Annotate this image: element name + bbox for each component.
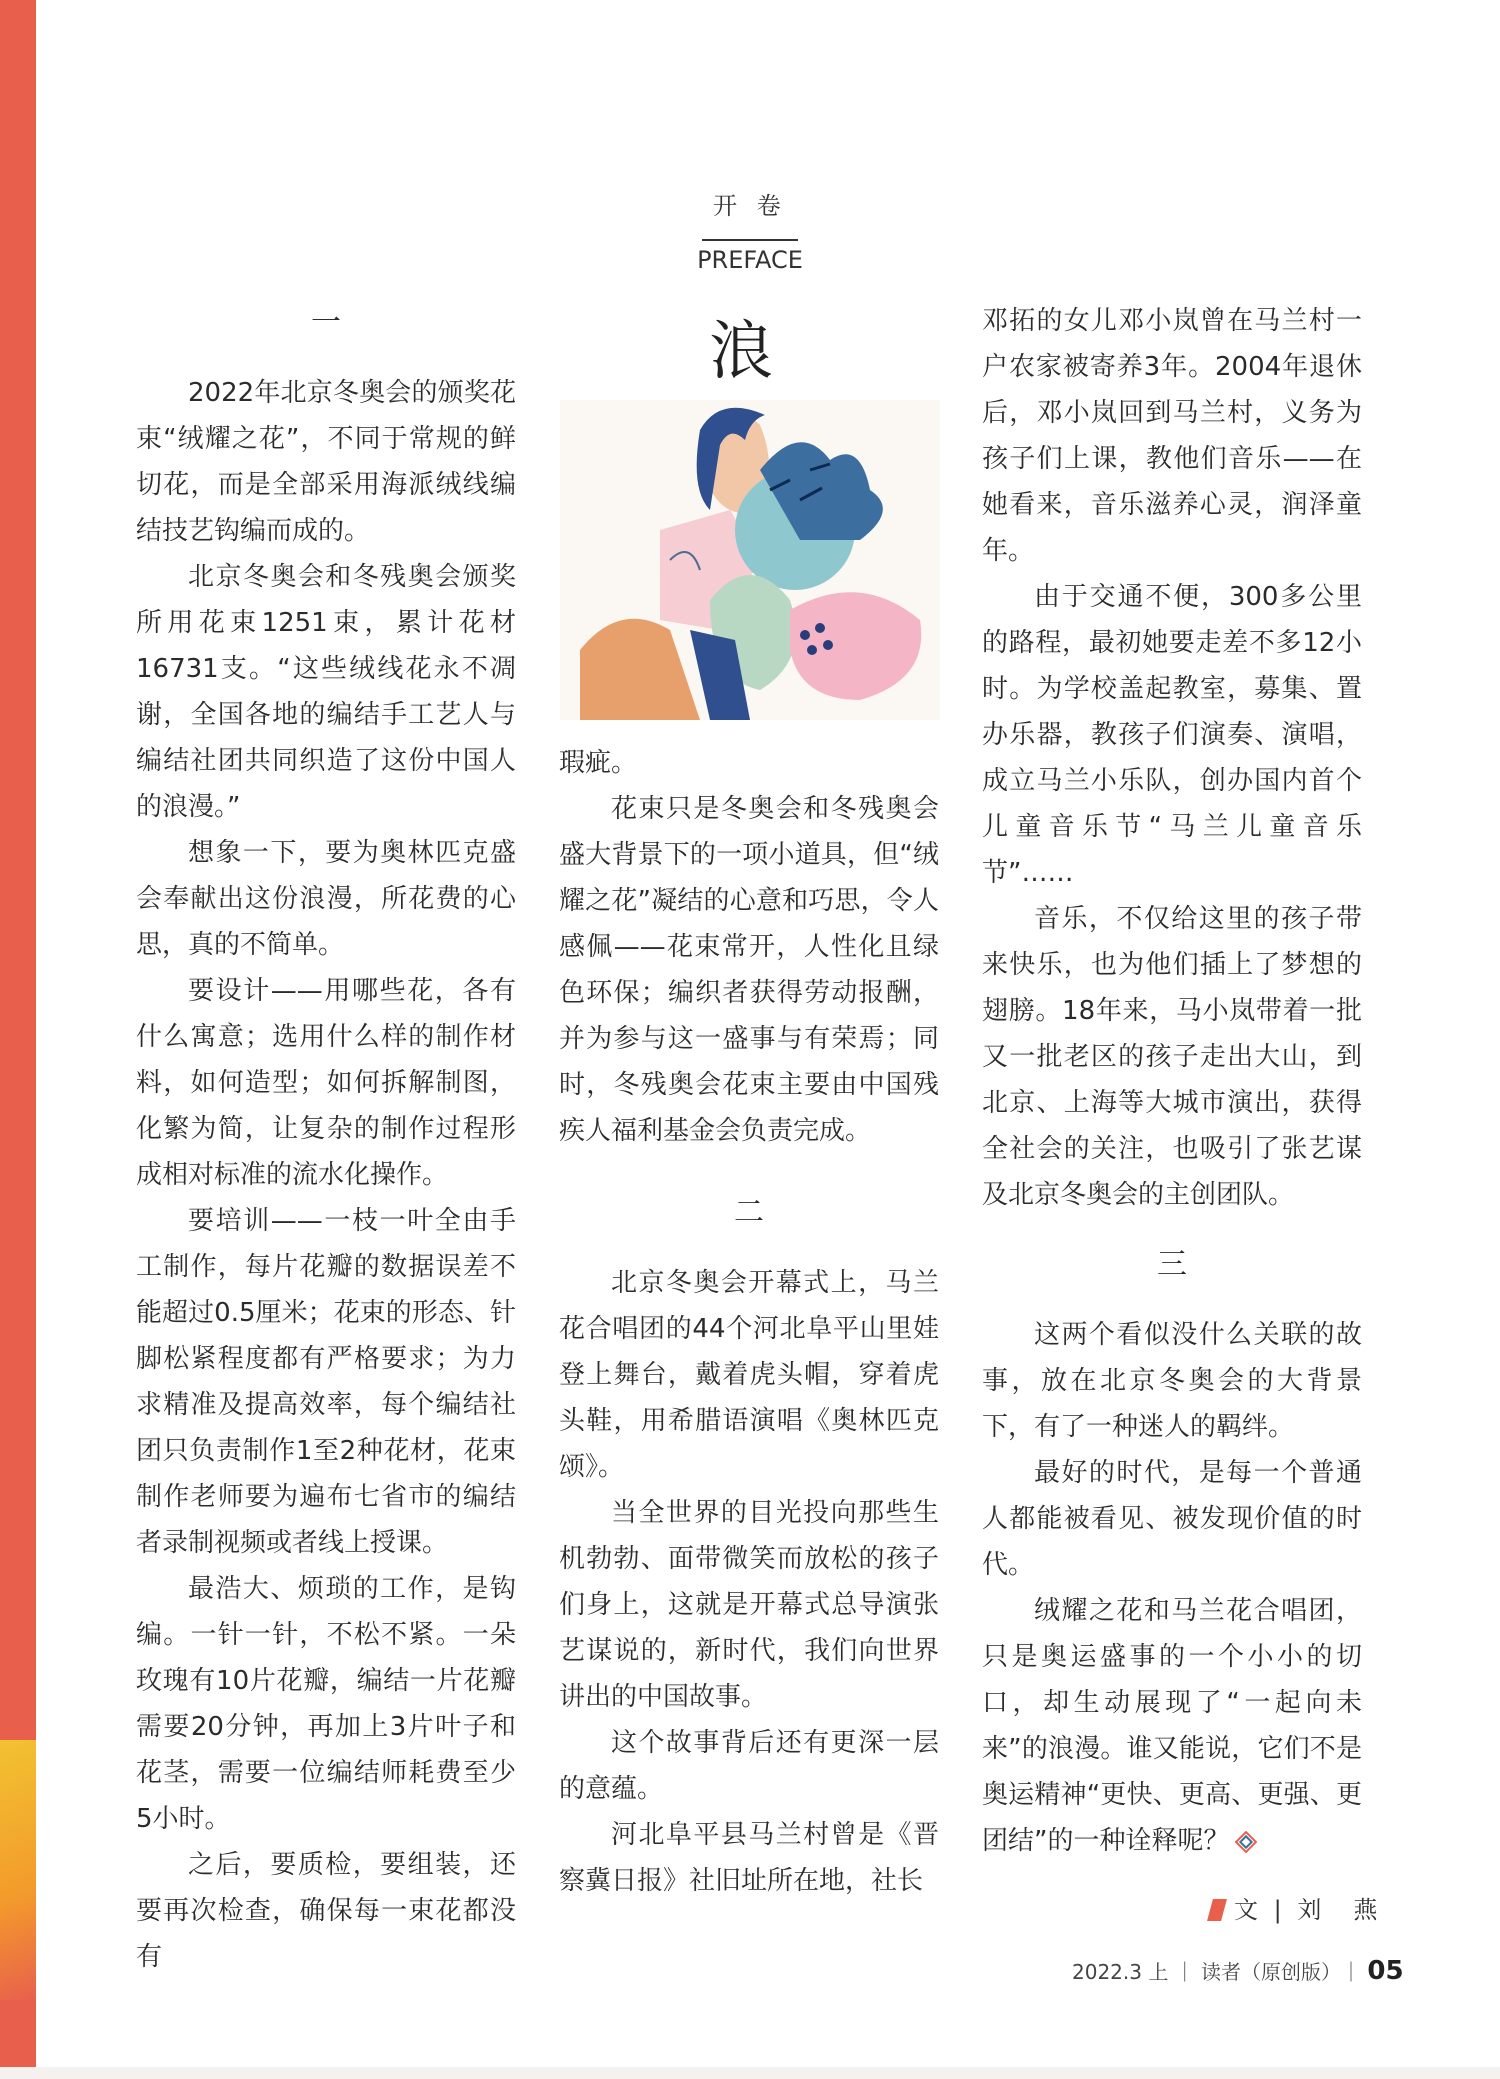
- text-column-1: [136, 305, 516, 1980]
- paragraph: 最好的时代，是每一个普通人都能被看见、被发现价值的时代。: [982, 1458, 1362, 1580]
- paragraph: 北京冬奥会开幕式上，马兰花合唱团的44个河北阜平山里娃登上舞台，戴着虎头帽，穿着虎头鞋，用希腊语演唱《奥林匹克颂》。: [559, 1268, 939, 1482]
- column-kicker-english: PREFACE: [697, 246, 803, 274]
- text-column-2: [559, 740, 939, 1904]
- section-heading-one: 一: [311, 305, 341, 340]
- author-byline: [1210, 1890, 1381, 1925]
- paragraph: 要培训——一枝一叶全由手工制作，每片花瓣的数据误差不能超过0.5厘米；花束的形态、针脚松紧程度都有严格要求；为力求精准及提高效率，每个编结社团只负责制作1至2种花材，花束制作老师要为遍布七省市的编结者录制视频或者线上授课。: [136, 1206, 516, 1558]
- kicker-divider: [702, 239, 798, 241]
- text-column-3: [982, 298, 1362, 1864]
- end-mark-icon: [1235, 1831, 1257, 1853]
- paragraph: 要设计——用哪些花，各有什么寓意；选用什么样的制作材料，如何造型；如何拆解制图，化繁为简，让复杂的制作过程形成相对标准的流水化操作。: [136, 976, 516, 1190]
- paragraph-continued: 瑕疵。: [559, 748, 638, 778]
- paragraph: 河北阜平县马兰村曾是《晋察冀日报》社旧址所在地，社长: [559, 1820, 939, 1896]
- column-kicker: 开 卷: [713, 192, 787, 220]
- paragraph: 2022年北京冬奥会的颁奖花束“绒耀之花”，不同于常规的鲜切花，而是全部采用海派绒线编结技艺钩编而成的。: [136, 378, 516, 546]
- paragraph-text: 绒耀之花和马兰花合唱团，只是奥运盛事的一个小小的切口，却生动展现了“一起向未来”的浪漫。谁又能说，它们不是奥运精神“更快、更高、更强、更团结”的一种诠释呢？: [982, 1596, 1362, 1856]
- paragraph: 最浩大、烦琐的工作，是钩编。一针一针，不松不紧。一朵玫瑰有10片花瓣，编结一片花瓣需要20分钟，再加上3片叶子和花茎，需要一位编结师耗费至少5小时。: [136, 1574, 516, 1834]
- bottom-strip: [0, 2067, 1500, 2079]
- section-heading-two: 二: [734, 1195, 764, 1230]
- paragraph: 之后，要质检，要组装，还要再次检查，确保每一束花都没有: [136, 1850, 516, 1972]
- byline-text: 文 | 刘 燕: [1234, 1896, 1382, 1924]
- paragraph: 这个故事背后还有更深一层的意蕴。: [559, 1728, 939, 1804]
- paragraph-continued: 邓拓的女儿邓小岚曾在马兰村一户农家被寄养3年。2004年退休后，邓小岚回到马兰村，义务为孩子们上课，教他们音乐——在她看来，音乐滋养心灵，润泽童年。: [982, 306, 1362, 566]
- page-title: 浪: [709, 315, 791, 389]
- woman-with-bouquet-illustration: [560, 400, 940, 720]
- left-color-bar-accent: [0, 1740, 36, 2000]
- paragraph: 花束只是冬奥会和冬残奥会盛大背景下的一项小道具，但“绒耀之花”凝结的心意和巧思，令人感佩——花束常开，人性化且绿色环保；编织者获得劳动报酬，并为参与这一盛事与有荣焉；同时，冬残奥会花束主要由中国残疾人福利基金会负责完成。: [559, 794, 939, 1146]
- page-number: 05: [1367, 1956, 1404, 1986]
- page-footer: [1072, 1956, 1404, 1986]
- paragraph: 由于交通不便，300多公里的路程，最初她要走差不多12小时。为学校盖起教室，募集、置办乐器，教孩子们演奏、演唱，成立马兰小乐队，创办国内首个儿童音乐节“马兰儿童音乐节”……: [982, 582, 1362, 888]
- byline-mark-icon: [1207, 1899, 1227, 1921]
- paragraph: 当全世界的目光投向那些生机勃勃、面带微笑而放松的孩子们身上，这就是开幕式总导演张艺谋说的，新时代，我们向世界讲出的中国故事。: [559, 1498, 939, 1712]
- paragraph: 这两个看似没什么关联的故事，放在北京冬奥会的大背景下，有了一种迷人的羁绊。: [982, 1320, 1362, 1442]
- issue-label: 2022.3 上 ｜ 读者（原创版）｜: [1072, 1960, 1362, 1984]
- paragraph: 音乐，不仅给这里的孩子带来快乐，也为他们插上了梦想的翅膀。18年来，马小岚带着一批又一批老区的孩子走出大山，到北京、上海等大城市演出，获得全社会的关注，也吸引了张艺谋及北京冬奥会的主创团队。: [982, 904, 1362, 1210]
- section-heading-three: 三: [1157, 1247, 1187, 1282]
- paragraph: 北京冬奥会和冬残奥会颁奖所用花束1251束，累计花材16731支。“这些绒线花永不凋谢，全国各地的编结手工艺人与编结社团共同织造了这份中国人的浪漫。”: [136, 562, 516, 822]
- paragraph: 想象一下，要为奥林匹克盛会奉献出这份浪漫，所花费的心思，真的不简单。: [136, 838, 516, 960]
- paragraph: [982, 1588, 1362, 1864]
